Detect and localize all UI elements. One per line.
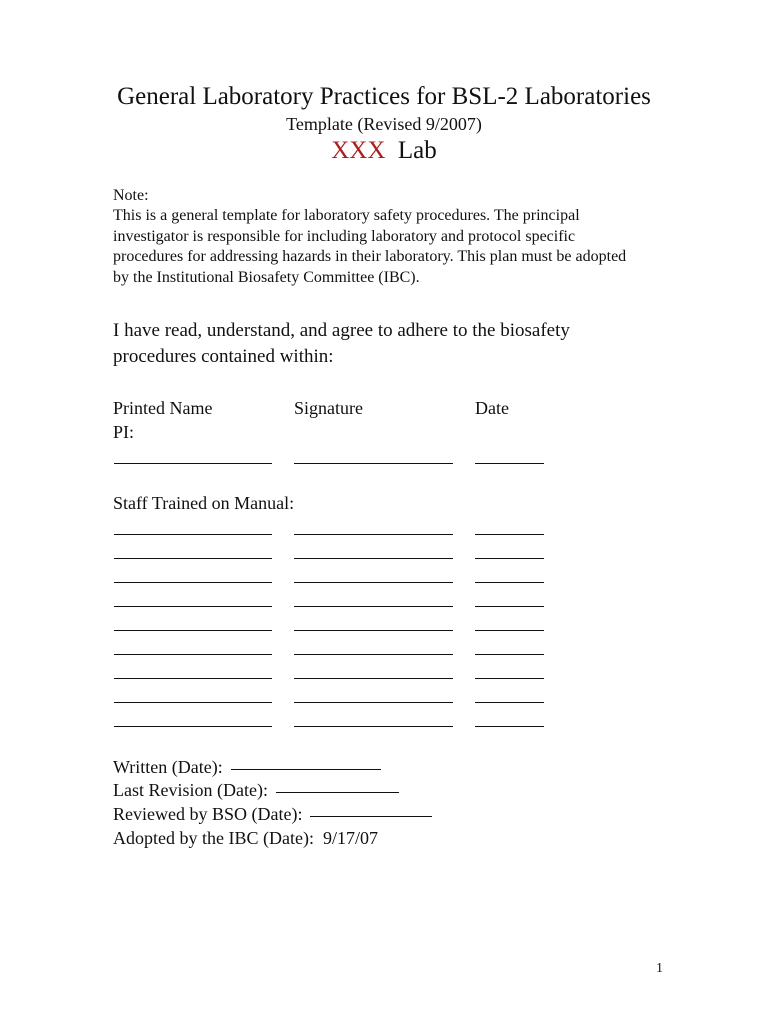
reviewed-by-bso-blank[interactable] <box>310 816 432 817</box>
staff-date-blank[interactable] <box>475 534 544 535</box>
staff-date-blank[interactable] <box>475 558 544 559</box>
column-header-date: Date <box>475 398 509 418</box>
staff-signature-blank[interactable] <box>294 654 453 655</box>
pi-label: PI: <box>113 422 135 442</box>
staff-date-blank[interactable] <box>475 726 544 727</box>
written-date-blank[interactable] <box>231 769 381 770</box>
adopted-by-ibc-label: Adopted by the IBC (Date): <box>113 828 314 848</box>
adopted-by-ibc-line <box>113 826 378 850</box>
staff-name-blank[interactable] <box>114 534 272 535</box>
column-header-printed-name: Printed Name <box>113 398 213 418</box>
pi-signature-row <box>0 454 768 464</box>
note-text: This is a general template for laboratory safety procedures. The principal investigator is responsible for including laboratory and protocol specific procedures for addressing hazards in their laboratory. This plan must be adopted by the Institutional Biosafety Committee (IBC). <box>113 207 627 287</box>
staff-signature-row <box>0 717 768 727</box>
note-label: Note: <box>113 187 149 204</box>
staff-signature-blank[interactable] <box>294 702 453 703</box>
staff-name-blank[interactable] <box>114 702 272 703</box>
staff-signature-blank[interactable] <box>294 726 453 727</box>
staff-name-blank[interactable] <box>114 678 272 679</box>
staff-date-blank[interactable] <box>475 702 544 703</box>
staff-signature-row <box>0 573 768 583</box>
staff-trained-label: Staff Trained on Manual: <box>113 493 295 513</box>
adopted-by-ibc-date: 9/17/07 <box>322 828 378 848</box>
staff-signature-row <box>0 525 768 535</box>
staff-date-blank[interactable] <box>475 678 544 679</box>
staff-name-blank[interactable] <box>114 558 272 559</box>
staff-signature-blank[interactable] <box>294 606 453 607</box>
agreement-statement: I have read, understand, and agree to adhere to the biosafety procedures contained within: <box>113 320 570 367</box>
document-subtitle: Template (Revised 9/2007) <box>286 114 482 134</box>
staff-signature-blank[interactable] <box>294 678 453 679</box>
staff-signature-blank[interactable] <box>294 582 453 583</box>
staff-signature-row <box>0 621 768 631</box>
staff-signature-blank[interactable] <box>294 558 453 559</box>
staff-date-blank[interactable] <box>475 582 544 583</box>
staff-date-blank[interactable] <box>475 654 544 655</box>
document-title: General Laboratory Practices for BSL-2 Laboratories <box>117 83 651 110</box>
written-date-line <box>113 755 381 779</box>
staff-name-blank[interactable] <box>114 726 272 727</box>
last-revision-blank[interactable] <box>276 792 399 793</box>
staff-name-blank[interactable] <box>114 582 272 583</box>
staff-signature-row <box>0 597 768 607</box>
staff-date-blank[interactable] <box>475 630 544 631</box>
pi-name-blank[interactable] <box>114 463 272 464</box>
staff-signature-blank[interactable] <box>294 534 453 535</box>
staff-date-blank[interactable] <box>475 606 544 607</box>
staff-signature-row <box>0 645 768 655</box>
staff-signature-row <box>0 549 768 559</box>
pi-signature-blank[interactable] <box>294 463 453 464</box>
pi-date-blank[interactable] <box>475 463 544 464</box>
lab-suffix: Lab <box>397 137 437 164</box>
staff-name-blank[interactable] <box>114 630 272 631</box>
last-revision-line <box>113 778 399 802</box>
lab-name: XXX <box>331 137 386 164</box>
reviewed-by-bso-label: Reviewed by BSO (Date): <box>113 804 303 824</box>
staff-signature-blank[interactable] <box>294 630 453 631</box>
staff-signature-row <box>0 693 768 703</box>
staff-name-blank[interactable] <box>114 654 272 655</box>
last-revision-label: Last Revision (Date): <box>113 780 268 800</box>
written-date-label: Written (Date): <box>113 757 223 777</box>
page-number: 1 <box>656 961 663 976</box>
lab-heading <box>0 135 768 167</box>
column-header-signature: Signature <box>294 398 363 418</box>
staff-name-blank[interactable] <box>114 606 272 607</box>
staff-signature-row <box>0 669 768 679</box>
reviewed-by-bso-line <box>113 802 432 826</box>
